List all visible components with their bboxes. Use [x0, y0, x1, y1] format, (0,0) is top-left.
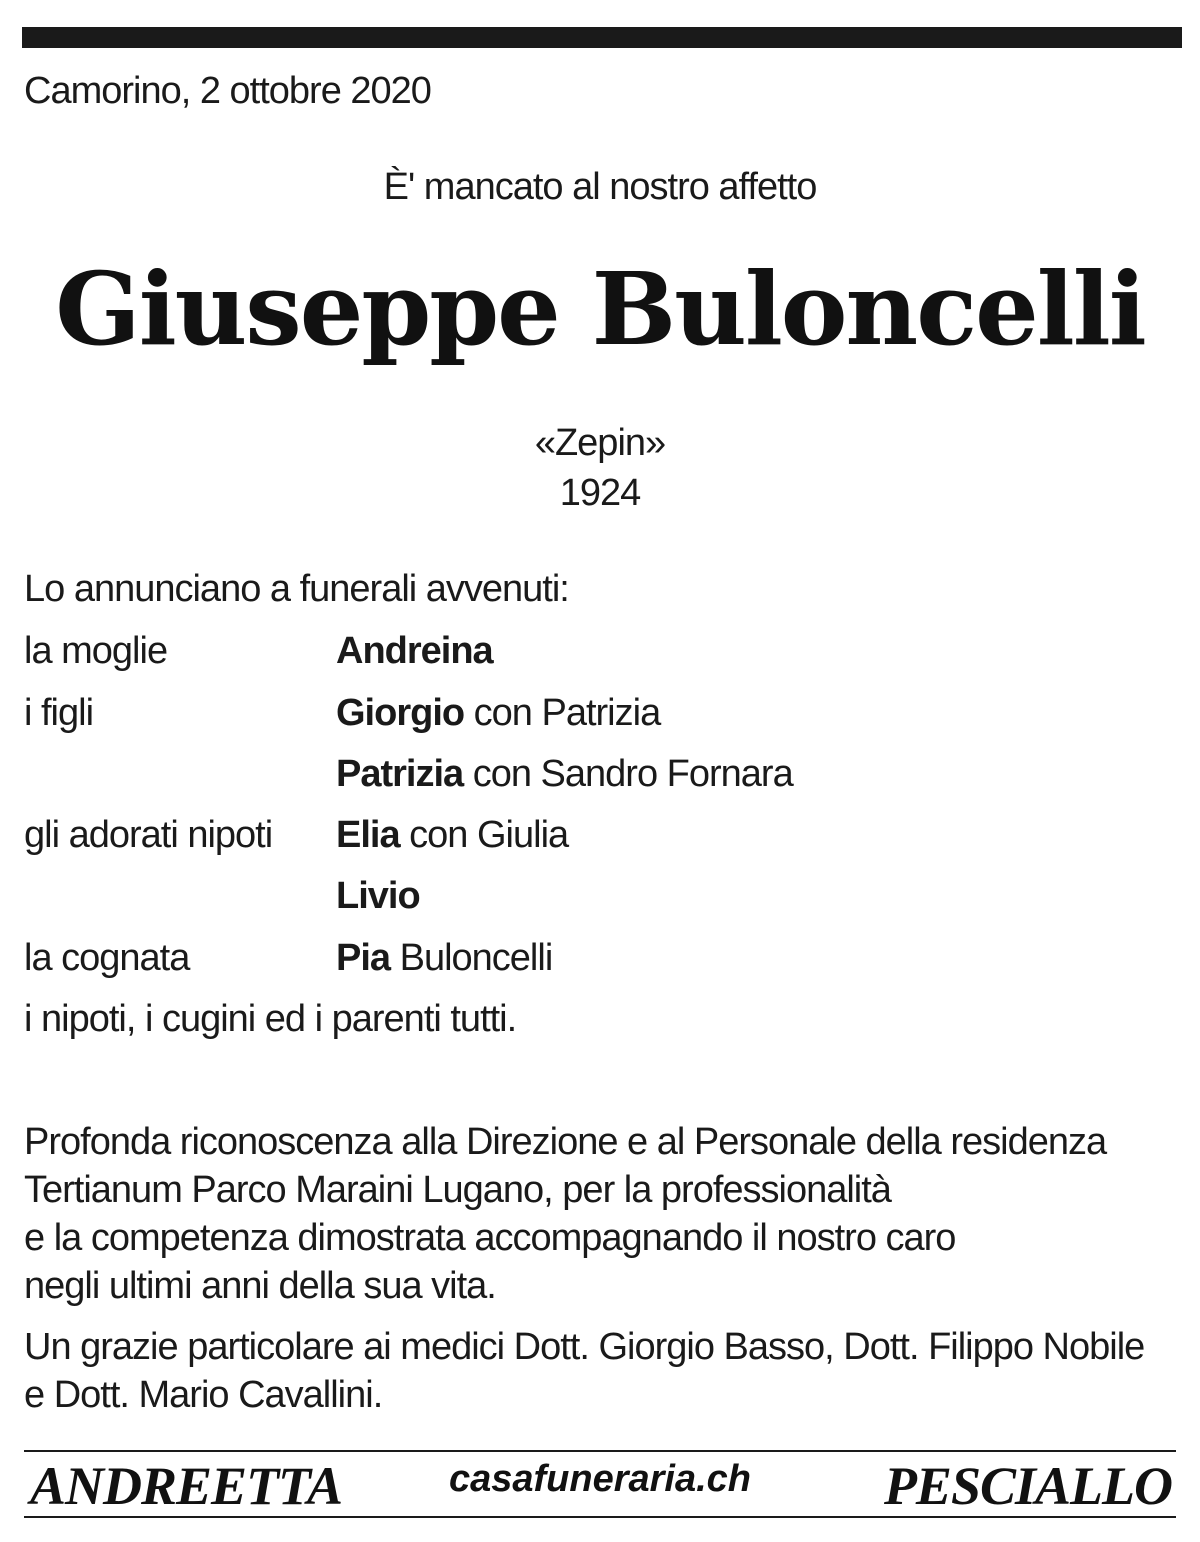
relative-name: Livio	[336, 875, 420, 917]
thanks-line: negli ultimi anni della sua vita.	[24, 1265, 496, 1307]
relative-extra: Buloncelli	[390, 937, 553, 979]
thanks-line: e Dott. Mario Cavallini.	[24, 1374, 383, 1416]
relation-label: la moglie	[24, 630, 168, 672]
relative-name-group	[336, 630, 493, 673]
relative-name: Elia	[336, 814, 400, 856]
funeral-home-right: PESCIALLO	[883, 1456, 1172, 1516]
footer-bottom-rule	[24, 1516, 1176, 1518]
relative-name-group	[336, 814, 568, 857]
relative-extra: con Giulia	[399, 814, 569, 856]
relative-name: Patrizia	[336, 753, 464, 795]
relative-name-group	[336, 875, 420, 918]
thanks-line: Un grazie particolare ai medici Dott. Giorgio Basso, Dott. Filippo Nobile	[24, 1326, 1145, 1368]
intro-line: È' mancato al nostro affetto	[383, 166, 817, 208]
relative-name-group	[336, 753, 793, 796]
relation-label: gli adorati nipoti	[24, 814, 273, 856]
thanks-line: Tertianum Parco Maraini Lugano, per la professionalità	[24, 1169, 891, 1211]
relative-name-group	[336, 692, 660, 735]
doctors-paragraph	[24, 1323, 1144, 1419]
closing-line: i nipoti, i cugini ed i parenti tutti.	[24, 998, 517, 1040]
date-line: Camorino, 2 ottobre 2020	[24, 70, 431, 112]
relative-name-group	[336, 937, 552, 980]
relative-extra: con Patrizia	[464, 692, 661, 734]
thanks-line: Profonda riconoscenza alla Direzione e al Personale della residenza	[24, 1121, 1107, 1163]
relation-label: la cognata	[24, 937, 190, 979]
relative-extra: con Sandro Fornara	[463, 753, 793, 795]
thanks-paragraph	[24, 1118, 1106, 1310]
website-link[interactable]: casafuneraria.ch	[448, 1458, 752, 1500]
relative-name: Giorgio	[336, 692, 465, 734]
top-rule	[22, 27, 1182, 48]
birth-year: 1924	[559, 472, 641, 514]
announcement-line: Lo annunciano a funerali avvenuti:	[24, 568, 569, 610]
relative-name: Andreina	[336, 630, 493, 672]
footer-top-rule	[24, 1450, 1176, 1452]
thanks-line: e la competenza dimostrata accompagnando il nostro caro	[24, 1217, 956, 1259]
relation-label: i figli	[24, 692, 94, 734]
nickname: «Zepin»	[534, 422, 666, 464]
deceased-name: Giuseppe Buloncelli	[55, 250, 1145, 368]
relative-name: Pia	[336, 937, 391, 979]
funeral-home-left: ANDREETTA	[30, 1456, 343, 1516]
